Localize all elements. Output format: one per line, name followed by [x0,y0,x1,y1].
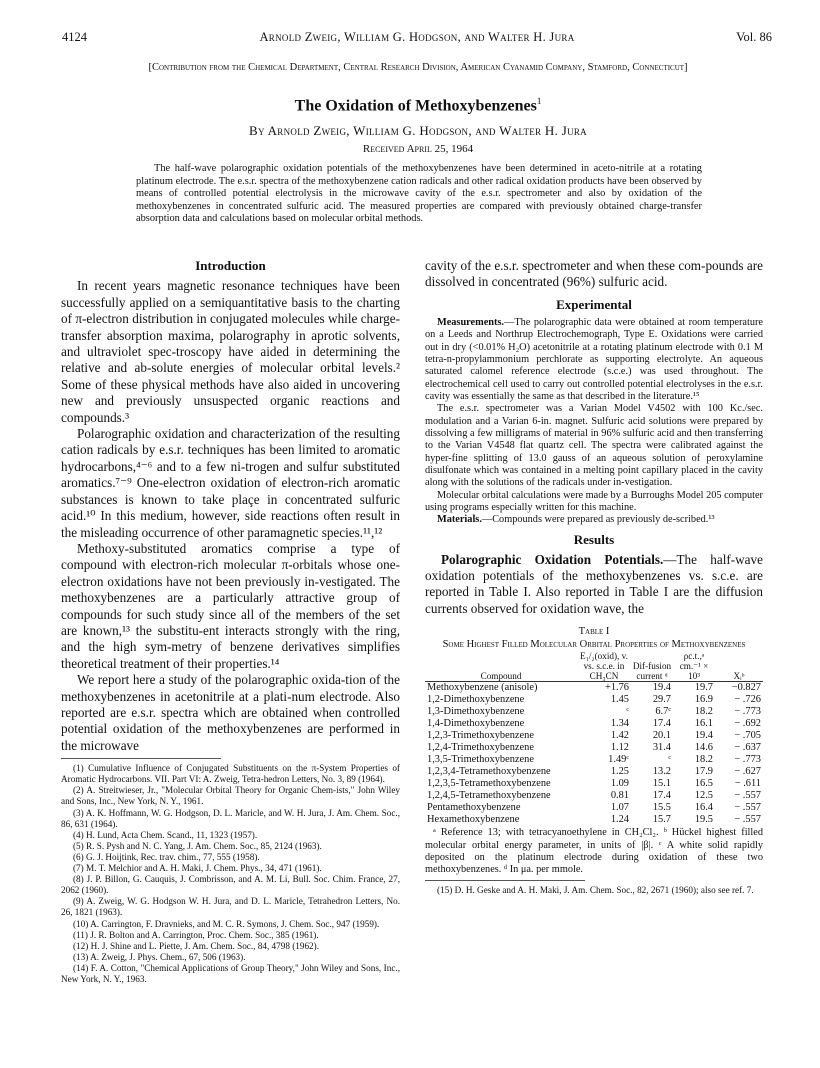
value-cell: 19.7 [694,682,713,694]
table-row [425,814,763,826]
value-cell: 14.6 [694,742,713,754]
value-cell: 1.49ᶜ [608,754,629,766]
col-header: Xᵢᵇ [733,671,745,682]
table-row [425,706,763,718]
value-cell: 17.9 [694,766,713,778]
measurements-text: —The polarographic data were obtained at room temperature on a Leeds and Northrup Electrochemograph, Type E. Oxidations were carried out in dry (<0.01% H₂O) acetonitrile at a rotating platinum electrode with 0.1 M tetra-n-propylammonium perchlorate as supporting electrolyte. An aqueous saturated calomel reference electrode (s.c.e.) was used throughout. The electrochemical cell used to carry out controlled potential electrolyses in the e.s.r. cavity was essentially the same as that described in the literature.¹⁵ [425,316,763,402]
value-cell: 1.45 [610,694,629,706]
value-cell: 13.2 [652,766,671,778]
intro-paragraph: We report here a study of the polarographic oxida-tion of the methoxybenzenes in acetonitrile at a plati-num electrode. Also reported are e.s.r. spectra which are obtained when controlled potential oxidation of the methoxybenzenes are performed in the microwave [61,672,400,753]
value-cell: +1.76 [604,682,629,694]
value-cell: 6.7ᶜ [655,706,671,718]
compound-cell: 1,2,4,5-Tetramethoxybenzene [427,790,551,802]
value-cell: ᶜ [626,706,629,718]
table-title: Table I [578,626,610,638]
materials-paragraph [425,514,763,526]
experimental-heading: Experimental [556,296,632,312]
footnote: (15) D. H. Geske and A. H. Maki, J. Am. Chem. Soc., 82, 2671 (1960); also see ref. 7. [437,885,754,896]
value-cell: 16.5 [694,778,713,790]
title-footnote-marker: 1 [536,96,542,106]
compound-cell: 1,2,3,4-Tetramethoxybenzene [427,766,551,778]
table-row [425,754,763,766]
table-row [425,766,763,778]
value-cell: 17.4 [652,718,671,730]
table-1 [425,651,763,826]
table-row [425,802,763,814]
results-label: Polarographic Oxidation Potentials. [441,551,664,567]
table-notes: ᵃ Reference 13; with tetracyanoethylene in CH₂Cl₂. ᵇ Hückel highest filled molecular orbital energy parameter, in units of |β|. ᶜ A white solid rapidly deposited on the platinum electrode during oxidation of these two methoxybenzenes. ᵈ In μa. per mmole. [425,827,763,876]
materials-label: Materials. [437,514,482,526]
footnote: (14) F. A. Cotton, "Chemical Applications of Group Theory," John Wiley and Sons, Inc., New York, N. Y., 1963. [61,962,400,984]
table-row [425,730,763,742]
value-cell: − .557 [734,790,761,802]
value-cell: 19.5 [694,814,713,826]
footnote: (12) H. J. Shine and L. Piette, J. Am. Chem. Soc., 84, 4798 (1962). [73,940,320,951]
title-text: The Oxidation of Methoxybenzenes [294,97,537,115]
footnote-divider [425,880,585,881]
compound-cell: 1,2-Dimethoxybenzene [427,694,525,706]
value-cell: 19.4 [652,682,671,694]
value-cell: 1.42 [610,730,629,742]
footnote: (4) H. Lund, Acta Chem. Scand., 11, 1323 (1957). [73,829,258,840]
table-row [425,778,763,790]
results-paragraph [425,552,763,618]
footnote: (9) A. Zweig, W. G. Hodgson W. H. Jura, and D. L. Maricle, Tetrahedron Letters, No. 26, 1821 (1963). [61,896,400,918]
value-cell: 18.2 [694,754,713,766]
table-row [425,718,763,730]
byline: By Arnold Zweig, William G. Hodgson, and Walter H. Jura [249,123,587,138]
col-header: Dif-fusion current ᵈ [632,661,672,682]
value-cell: 0.81 [610,790,629,802]
left-column [61,258,400,985]
value-cell: 18.2 [694,706,713,718]
volume-number: Vol. 86 [736,30,772,44]
compound-cell: 1,3-Dimethoxybenzene [427,706,525,718]
value-cell: − .692 [734,718,761,730]
value-cell: 29.7 [652,694,671,706]
footnote: (5) R. S. Pysh and N. C. Yang, J. Am. Chem. Soc., 85, 2124 (1963). [73,840,322,851]
footnote: (7) M. T. Melchior and A. H. Maki, J. Chem. Phys., 34, 471 (1961). [73,863,322,874]
compound-cell: 1,2,4-Trimethoxybenzene [427,742,534,754]
table-row [425,790,763,802]
footnote: (13) A. Zweig, J. Phys. Chem., 67, 506 (1963). [73,951,246,962]
value-cell: 1.09 [610,778,629,790]
compound-cell: Methoxybenzene (anisole) [427,682,538,694]
introduction-section [61,258,400,754]
value-cell: 16.1 [694,718,713,730]
value-cell: 19.4 [694,730,713,742]
table-body [425,682,763,827]
value-cell: 1.34 [610,718,629,730]
table-row [425,694,763,706]
value-cell: 17.4 [652,790,671,802]
footnotes [61,763,400,985]
value-cell: 16.4 [694,802,713,814]
footnote: (2) A. Streitwieser, Jr., "Molecular Orbital Theory for Organic Chem-ists," John Wiley and Sons, Inc., New York, N. Y., 1961. [61,785,400,807]
compound-cell: Pentamethoxybenzene [427,802,521,814]
value-cell: − .726 [734,694,761,706]
col-header: E₁/₂(oxid), v. vs. s.c.e. in CH₃CN [580,651,628,682]
value-cell: 16.9 [694,694,713,706]
page-number: 4124 [62,30,87,44]
contribution-line: [Contribution from the Chemical Department, Central Research Division, American Cyanamid Company, Stamford, Connecticut] [148,62,688,73]
table-caption: Some Highest Filled Molecular Orbital Properties of Methoxybenzenes [442,639,746,651]
value-cell: 12.5 [694,790,713,802]
experimental-section [425,317,763,527]
abstract: The half-wave polarographic oxidation potentials of the methoxybenzenes have been determined in aceto-nitrile at a rotating platinum electrode. The e.s.r. spectra of the methoxybenzene cation radicals and other radical oxidation products have been observed by means of controlled potential electrolysis in the microwave cavity of the e.s.r. spectrometer and also by oxidation of the methoxybenzenes in concentrated sulfuric acid. The measured properties are compared with previously obtained charge-transfer absorption data and calculations based on molecular orbital methods. [136,163,702,225]
value-cell: − .773 [734,706,761,718]
footnote: (1) Cumulative Influence of Conjugated Substituents on the π-System Properties of Aromatic Hydrocarbons. VII. Part VI: A. Zweig, Tetra-hedron Letters, No. 3, 89 (1964). [61,763,400,785]
article-title [60,96,776,115]
value-cell: 1.25 [610,766,629,778]
value-cell: − .611 [734,778,761,790]
value-cell: 1.07 [610,802,629,814]
value-cell: 15.7 [652,814,671,826]
esr-paragraph: The e.s.r. spectrometer was a Varian Model V4502 with 100 Kc./sec. modulation and a Varian 6-in. magnet. Sulfuric acid solutions were prepared by dissolving a few milligrams of material in 96% sulfuric acid and then transferring to the Varian V4548 flat quartz cell. The spectra were calibrated against the hyper-fine splitting of 13.0 gauss of an aqueous solution of peroxylamine disulfonate which was contained in a melting point capillary placed in the cavity along with the solutions of the radicals under in-vestigation. [425,403,763,489]
table-row [425,742,763,754]
value-cell: 15.1 [652,778,671,790]
value-cell: 1.12 [610,742,629,754]
measurements-paragraph [425,317,763,403]
received-date: Received April 25, 1964 [362,143,474,155]
footnote: (10) A. Carrington, F. Dravnieks, and M. C. R. Symons, J. Chem. Soc., 947 (1959). [73,918,380,929]
value-cell: ᶜ [668,754,671,766]
value-cell: − .773 [734,754,761,766]
compound-cell: 1,2,3,5-Tetramethoxybenzene [427,778,551,790]
mo-paragraph: Molecular orbital calculations were made by a Burroughs Model 205 computer using programs especially written for this machine. [425,489,763,513]
compound-cell: 1,4-Dimethoxybenzene [427,718,525,730]
value-cell: 15.5 [652,802,671,814]
value-cell: − .637 [734,742,761,754]
footnote: (11) J. R. Bolton and A. Carrington, Proc. Chem. Soc., 385 (1961). [73,929,319,940]
value-cell: − .557 [734,802,761,814]
col-header: Compound [480,671,522,682]
value-cell: − .705 [734,730,761,742]
introduction-heading: Introduction [195,258,266,273]
value-cell: 20.1 [652,730,671,742]
value-cell: −0.827 [731,682,761,694]
header-authors: Arnold Zweig, William G. Hodgson, and Walter H. Jura [259,30,575,44]
value-cell: − .627 [734,766,761,778]
footnote: (6) G. J. Hoijtink, Rec. trav. chim., 77, 555 (1958). [73,851,260,862]
value-cell: − .557 [734,814,761,826]
table-row [425,682,763,695]
intro-continuation: cavity of the e.s.r. spectrometer and when these com-pounds are dissolved in concentrated (96%) sulfuric acid. [425,258,763,290]
footnote-divider [61,758,221,759]
footnote: (3) A. K. Hoffmann, W. G. Hodgson, D. L. Maricle, and W. H. Jura, J. Am. Chem. Soc., 86, 631 (1964). [61,807,400,829]
footnote: (8) J. P. Billon, G. Cauquis, J. Combrisson, and A. M. Li, Bull. Soc. Chim. France, 27, 2062 (1960). [61,874,400,896]
results-heading: Results [573,531,615,547]
footnotes-right [425,885,763,896]
intro-paragraph: In recent years magnetic resonance techniques have been successfully applied on a semiquantitative basis to the charting of π-electron distribution in conjugated molecules while charge-transfer absorption maxima, polarography in aprotic solvents, and ultraviolet spec-troscopy have aided in determining the relative and ab-solute energies of molecular orbital levels.² Some of these physical methods have also aided in uncovering new and previously unsuspected organic reactions and compounds.³ [61,278,400,425]
right-column [425,258,763,897]
value-cell: 31.4 [652,742,671,754]
compound-cell: Hexamethoxybenzene [427,814,520,826]
compound-cell: 1,3,5-Trimethoxybenzene [427,754,534,766]
col-header: ρc.t.,ᵃ cm.⁻¹ × 10³ [679,651,709,682]
intro-paragraph: Polarographic oxidation and characterization of the resulting cation radicals by e.s.r. techniques has been limited to aromatic hydrocarbons,⁴⁻⁶ and to a few ni-trogen and sulfur substituted aromatics.⁷⁻⁹ One-electron oxidation of electron-rich aromatic substances is known to take plaçe in concentrated sulfuric acid.¹⁰ In this medium, however, side reactions often result in the misleading occurrence of other paramagnetic species.¹¹,¹² [61,426,400,540]
measurements-label: Measurements. [437,316,505,328]
results-text: —The half-wave oxidation potentials of the methoxybenzenes vs. s.c.e. are reported in Table I. Also reported in Table I are the diffusion currents observed for oxidation wave, the [425,551,763,616]
running-header [62,30,772,46]
compound-cell: 1,2,3-Trimethoxybenzene [427,730,534,742]
materials-text: —Compounds were prepared as previously de-scribed.¹³ [481,514,715,526]
intro-paragraph: Methoxy-substituted aromatics comprise a type of compound with electron-rich molecular π-orbitals whose one-electron oxidations have not been previously in-vestigated. The methoxybenzenes are a particularly attractive group of compounds for such study since all of the members of the set are known,¹³ the substitu-ent interacts strongly with the ring, and the high sym-metry of benzene derivatives simplifies theoretical treatment of their properties.¹⁴ [61,540,400,671]
value-cell: 1.24 [610,814,629,826]
